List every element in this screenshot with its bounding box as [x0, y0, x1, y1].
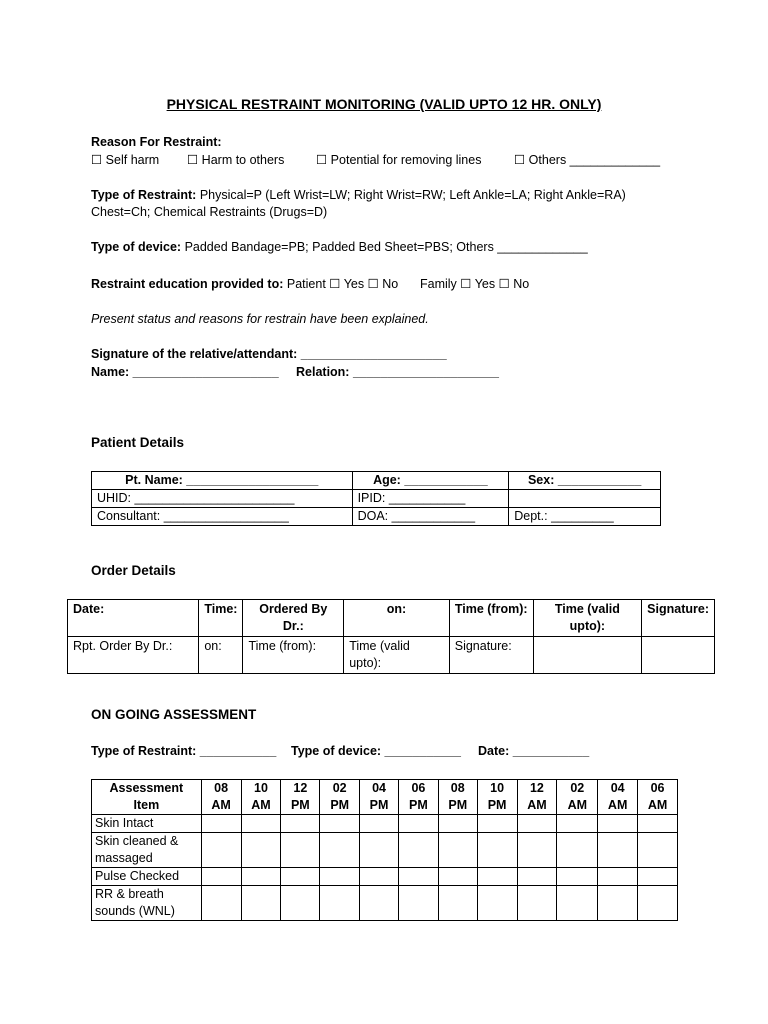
assessment-check-cell[interactable]	[598, 833, 638, 868]
table-row	[92, 868, 678, 886]
assessment-item-label: RR & breath sounds (WNL)	[92, 886, 202, 921]
assessment-check-cell[interactable]	[598, 886, 638, 921]
table-row	[92, 508, 661, 526]
reason-option-others[interactable]: ☐ Others _____________	[514, 153, 661, 167]
time-column-header: 12 AM	[517, 780, 557, 815]
rpt-signature-field[interactable]: Signature:	[449, 637, 533, 674]
reason-label: Reason For Restraint:	[91, 135, 222, 149]
assessment-check-cell[interactable]	[201, 868, 241, 886]
empty-cell	[533, 637, 642, 674]
assessment-check-cell[interactable]	[557, 815, 598, 833]
assessment-check-cell[interactable]	[398, 815, 438, 833]
type-of-restraint-line2: Chest=Ch; Chemical Restraints (Drugs=D)	[91, 205, 328, 219]
time-column-header: 08 AM	[201, 780, 241, 815]
time-column-header: 10 AM	[241, 780, 281, 815]
assessment-check-cell[interactable]	[241, 815, 281, 833]
relative-name-line[interactable]: Name: _____________________	[91, 365, 279, 379]
table-row	[68, 600, 715, 637]
age-field[interactable]: Age: ____________	[352, 472, 509, 490]
assessment-check-cell[interactable]	[557, 833, 598, 868]
table-row	[92, 833, 678, 868]
patient-details-heading: Patient Details	[91, 435, 185, 450]
rpt-time-from-field[interactable]: Time (from):	[243, 637, 344, 674]
type-of-device-text: Padded Bandage=PB; Padded Bed Sheet=PBS; Others _____________	[184, 240, 588, 254]
consultant-field[interactable]: Consultant: __________________	[92, 508, 353, 526]
assessment-check-cell[interactable]	[281, 815, 320, 833]
time-column-header: 04 AM	[598, 780, 638, 815]
table-row	[92, 472, 661, 490]
assessment-check-cell[interactable]	[398, 833, 438, 868]
assessment-item-label: Pulse Checked	[92, 868, 202, 886]
assessment-check-cell[interactable]	[360, 815, 399, 833]
assessment-check-cell[interactable]	[281, 833, 320, 868]
assessment-check-cell[interactable]	[201, 815, 241, 833]
time-column-header: 06 PM	[398, 780, 438, 815]
assessment-check-cell[interactable]	[320, 868, 360, 886]
assessment-check-cell[interactable]	[320, 815, 360, 833]
rpt-order-by-field[interactable]: Rpt. Order By Dr.:	[68, 637, 199, 674]
order-signature-field[interactable]: Signature:	[642, 600, 715, 637]
table-row	[92, 815, 678, 833]
ordered-by-field[interactable]: Ordered By Dr.:	[243, 600, 344, 637]
reason-option-removing-lines[interactable]: ☐ Potential for removing lines	[316, 153, 482, 167]
reason-option-harm-to-others[interactable]: ☐ Harm to others	[187, 153, 285, 167]
order-details-heading: Order Details	[91, 563, 176, 578]
order-time-from-field[interactable]: Time (from):	[449, 600, 533, 637]
assessment-check-cell[interactable]	[557, 868, 598, 886]
assessment-check-cell[interactable]	[517, 886, 557, 921]
order-on-field[interactable]: on:	[344, 600, 450, 637]
assessment-check-cell[interactable]	[477, 833, 517, 868]
ongoing-date[interactable]: Date: ___________	[478, 744, 590, 758]
time-column-header: 08 PM	[438, 780, 477, 815]
empty-cell	[509, 490, 661, 508]
assessment-check-cell[interactable]	[398, 868, 438, 886]
uhid-field[interactable]: UHID: _______________________	[92, 490, 353, 508]
education-family[interactable]: Family ☐ Yes ☐ No	[420, 277, 530, 291]
type-of-restraint-label: Type of Restraint:	[91, 188, 197, 202]
type-of-restraint-text: Physical=P (Left Wrist=LW; Right Wrist=RW; Left Ankle=LA; Right Ankle=RA)	[199, 188, 626, 202]
assessment-check-cell[interactable]	[360, 886, 399, 921]
assessment-check-cell[interactable]	[477, 815, 517, 833]
assessment-check-cell[interactable]	[517, 833, 557, 868]
rpt-on-field[interactable]: on:	[199, 637, 243, 674]
assessment-check-cell[interactable]	[438, 886, 477, 921]
assessment-check-cell[interactable]	[281, 886, 320, 921]
assessment-check-cell[interactable]	[320, 886, 360, 921]
assessment-check-cell[interactable]	[638, 868, 678, 886]
time-column-header: 02 PM	[320, 780, 360, 815]
restraint-education-label: Restraint education provided to:	[91, 277, 284, 291]
assessment-item-header: Assessment Item	[92, 780, 202, 815]
restraint-education	[91, 276, 398, 291]
table-header-row	[92, 780, 678, 815]
assessment-check-cell[interactable]	[281, 868, 320, 886]
assessment-check-cell[interactable]	[438, 815, 477, 833]
assessment-check-cell[interactable]	[438, 868, 477, 886]
assessment-check-cell[interactable]	[360, 868, 399, 886]
ongoing-type-of-device[interactable]: Type of device: ___________	[291, 744, 462, 758]
ongoing-type-of-restraint[interactable]: Type of Restraint: ___________	[91, 744, 277, 758]
ipid-field[interactable]: IPID: ___________	[352, 490, 509, 508]
assessment-item-label: Skin Intact	[92, 815, 202, 833]
ongoing-assessment-heading: ON GOING ASSESSMENT	[91, 707, 257, 722]
empty-cell	[642, 637, 715, 674]
dept-field[interactable]: Dept.: _________	[509, 508, 661, 526]
assessment-check-cell[interactable]	[638, 886, 678, 921]
assessment-check-cell[interactable]	[241, 868, 281, 886]
order-time-field[interactable]: Time:	[199, 600, 243, 637]
assessment-check-cell[interactable]	[598, 868, 638, 886]
assessment-check-cell[interactable]	[477, 868, 517, 886]
assessment-check-cell[interactable]	[320, 833, 360, 868]
assessment-table	[91, 779, 678, 921]
assessment-check-cell[interactable]	[557, 886, 598, 921]
assessment-check-cell[interactable]	[638, 815, 678, 833]
relative-signature-line[interactable]: Signature of the relative/attendant: _____________________	[91, 347, 447, 361]
assessment-check-cell[interactable]	[638, 833, 678, 868]
assessment-check-cell[interactable]	[517, 815, 557, 833]
doa-field[interactable]: DOA: ____________	[352, 508, 509, 526]
assessment-check-cell[interactable]	[241, 886, 281, 921]
order-time-valid-field[interactable]: Time (valid upto):	[533, 600, 642, 637]
order-date-field[interactable]: Date:	[68, 600, 199, 637]
assessment-check-cell[interactable]	[598, 815, 638, 833]
explained-note: Present status and reasons for restrain have been explained.	[91, 312, 429, 326]
pt-name-field[interactable]: Pt. Name: ___________________	[92, 472, 353, 490]
table-row	[68, 637, 715, 674]
rpt-time-valid-field[interactable]: Time (valid upto):	[344, 637, 450, 674]
type-of-device-label: Type of device:	[91, 240, 182, 254]
education-patient[interactable]: Patient ☐ Yes ☐ No	[286, 277, 399, 291]
assessment-check-cell[interactable]	[517, 868, 557, 886]
assessment-check-cell[interactable]	[241, 833, 281, 868]
assessment-item-label: Skin cleaned & massaged	[92, 833, 202, 868]
time-column-header: 02 AM	[557, 780, 598, 815]
assessment-check-cell[interactable]	[201, 833, 241, 868]
assessment-check-cell[interactable]	[438, 833, 477, 868]
table-row	[92, 490, 661, 508]
table-row	[92, 886, 678, 921]
time-column-header: 04 PM	[360, 780, 399, 815]
page-title: PHYSICAL RESTRAINT MONITORING (VALID UPTO 12 HR. ONLY)	[166, 96, 602, 112]
assessment-check-cell[interactable]	[398, 886, 438, 921]
time-column-header: 06 AM	[638, 780, 678, 815]
assessment-check-cell[interactable]	[201, 886, 241, 921]
order-details-table	[67, 599, 715, 674]
relation-line[interactable]: Relation: _____________________	[296, 365, 499, 379]
assessment-check-cell[interactable]	[477, 886, 517, 921]
time-column-header: 10 PM	[477, 780, 517, 815]
reason-option-self-harm[interactable]: ☐ Self harm	[91, 153, 160, 167]
time-column-header: 12 PM	[281, 780, 320, 815]
sex-field[interactable]: Sex: ____________	[509, 472, 661, 490]
patient-details-table	[91, 471, 661, 526]
assessment-check-cell[interactable]	[360, 833, 399, 868]
type-of-device	[91, 240, 588, 254]
type-of-restraint	[91, 188, 626, 202]
